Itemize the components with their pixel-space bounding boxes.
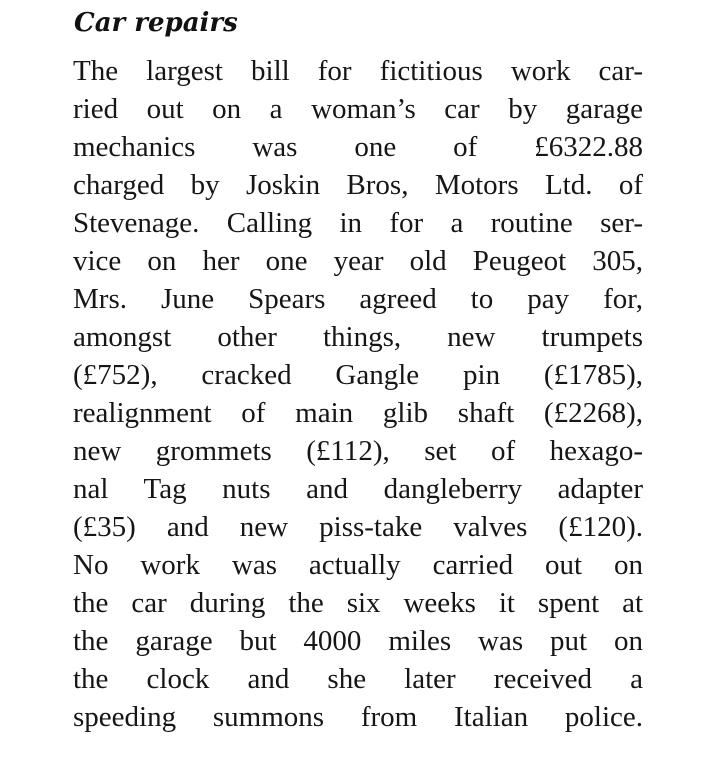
article-line: speeding summons from Italian police. (73, 701, 643, 733)
article-line: nal Tag nuts and dangleberry adapter (73, 473, 643, 505)
article-line: charged by Joskin Bros, Motors Ltd. of (73, 169, 643, 201)
article-line: The largest bill for fictitious work car- (73, 55, 643, 87)
article-line: the car during the six weeks it spent at (73, 587, 643, 619)
article-line: (£35) and new piss-take valves (£120). (73, 511, 643, 543)
article-line: vice on her one year old Peugeot 305, (73, 245, 643, 277)
article-line: mechanics was one of £6322.88 (73, 131, 643, 163)
article-line: the clock and she later received a (73, 663, 643, 695)
article-line: amongst other things, new trumpets (73, 321, 643, 353)
article-line: (£752), cracked Gangle pin (£1785), (73, 359, 643, 391)
article-line: realignment of main glib shaft (£2268), (73, 397, 643, 429)
article-title: Car repairs (74, 8, 238, 38)
article-line: the garage but 4000 miles was put on (73, 625, 643, 657)
article-line: ried out on a woman’s car by garage (73, 93, 643, 125)
article-line: No work was actually carried out on (73, 549, 643, 581)
article-line: new grommets (£112), set of hexago- (73, 435, 643, 467)
article-line: Mrs. June Spears agreed to pay for, (73, 283, 643, 315)
article-line: Stevenage. Calling in for a routine ser- (73, 207, 643, 239)
